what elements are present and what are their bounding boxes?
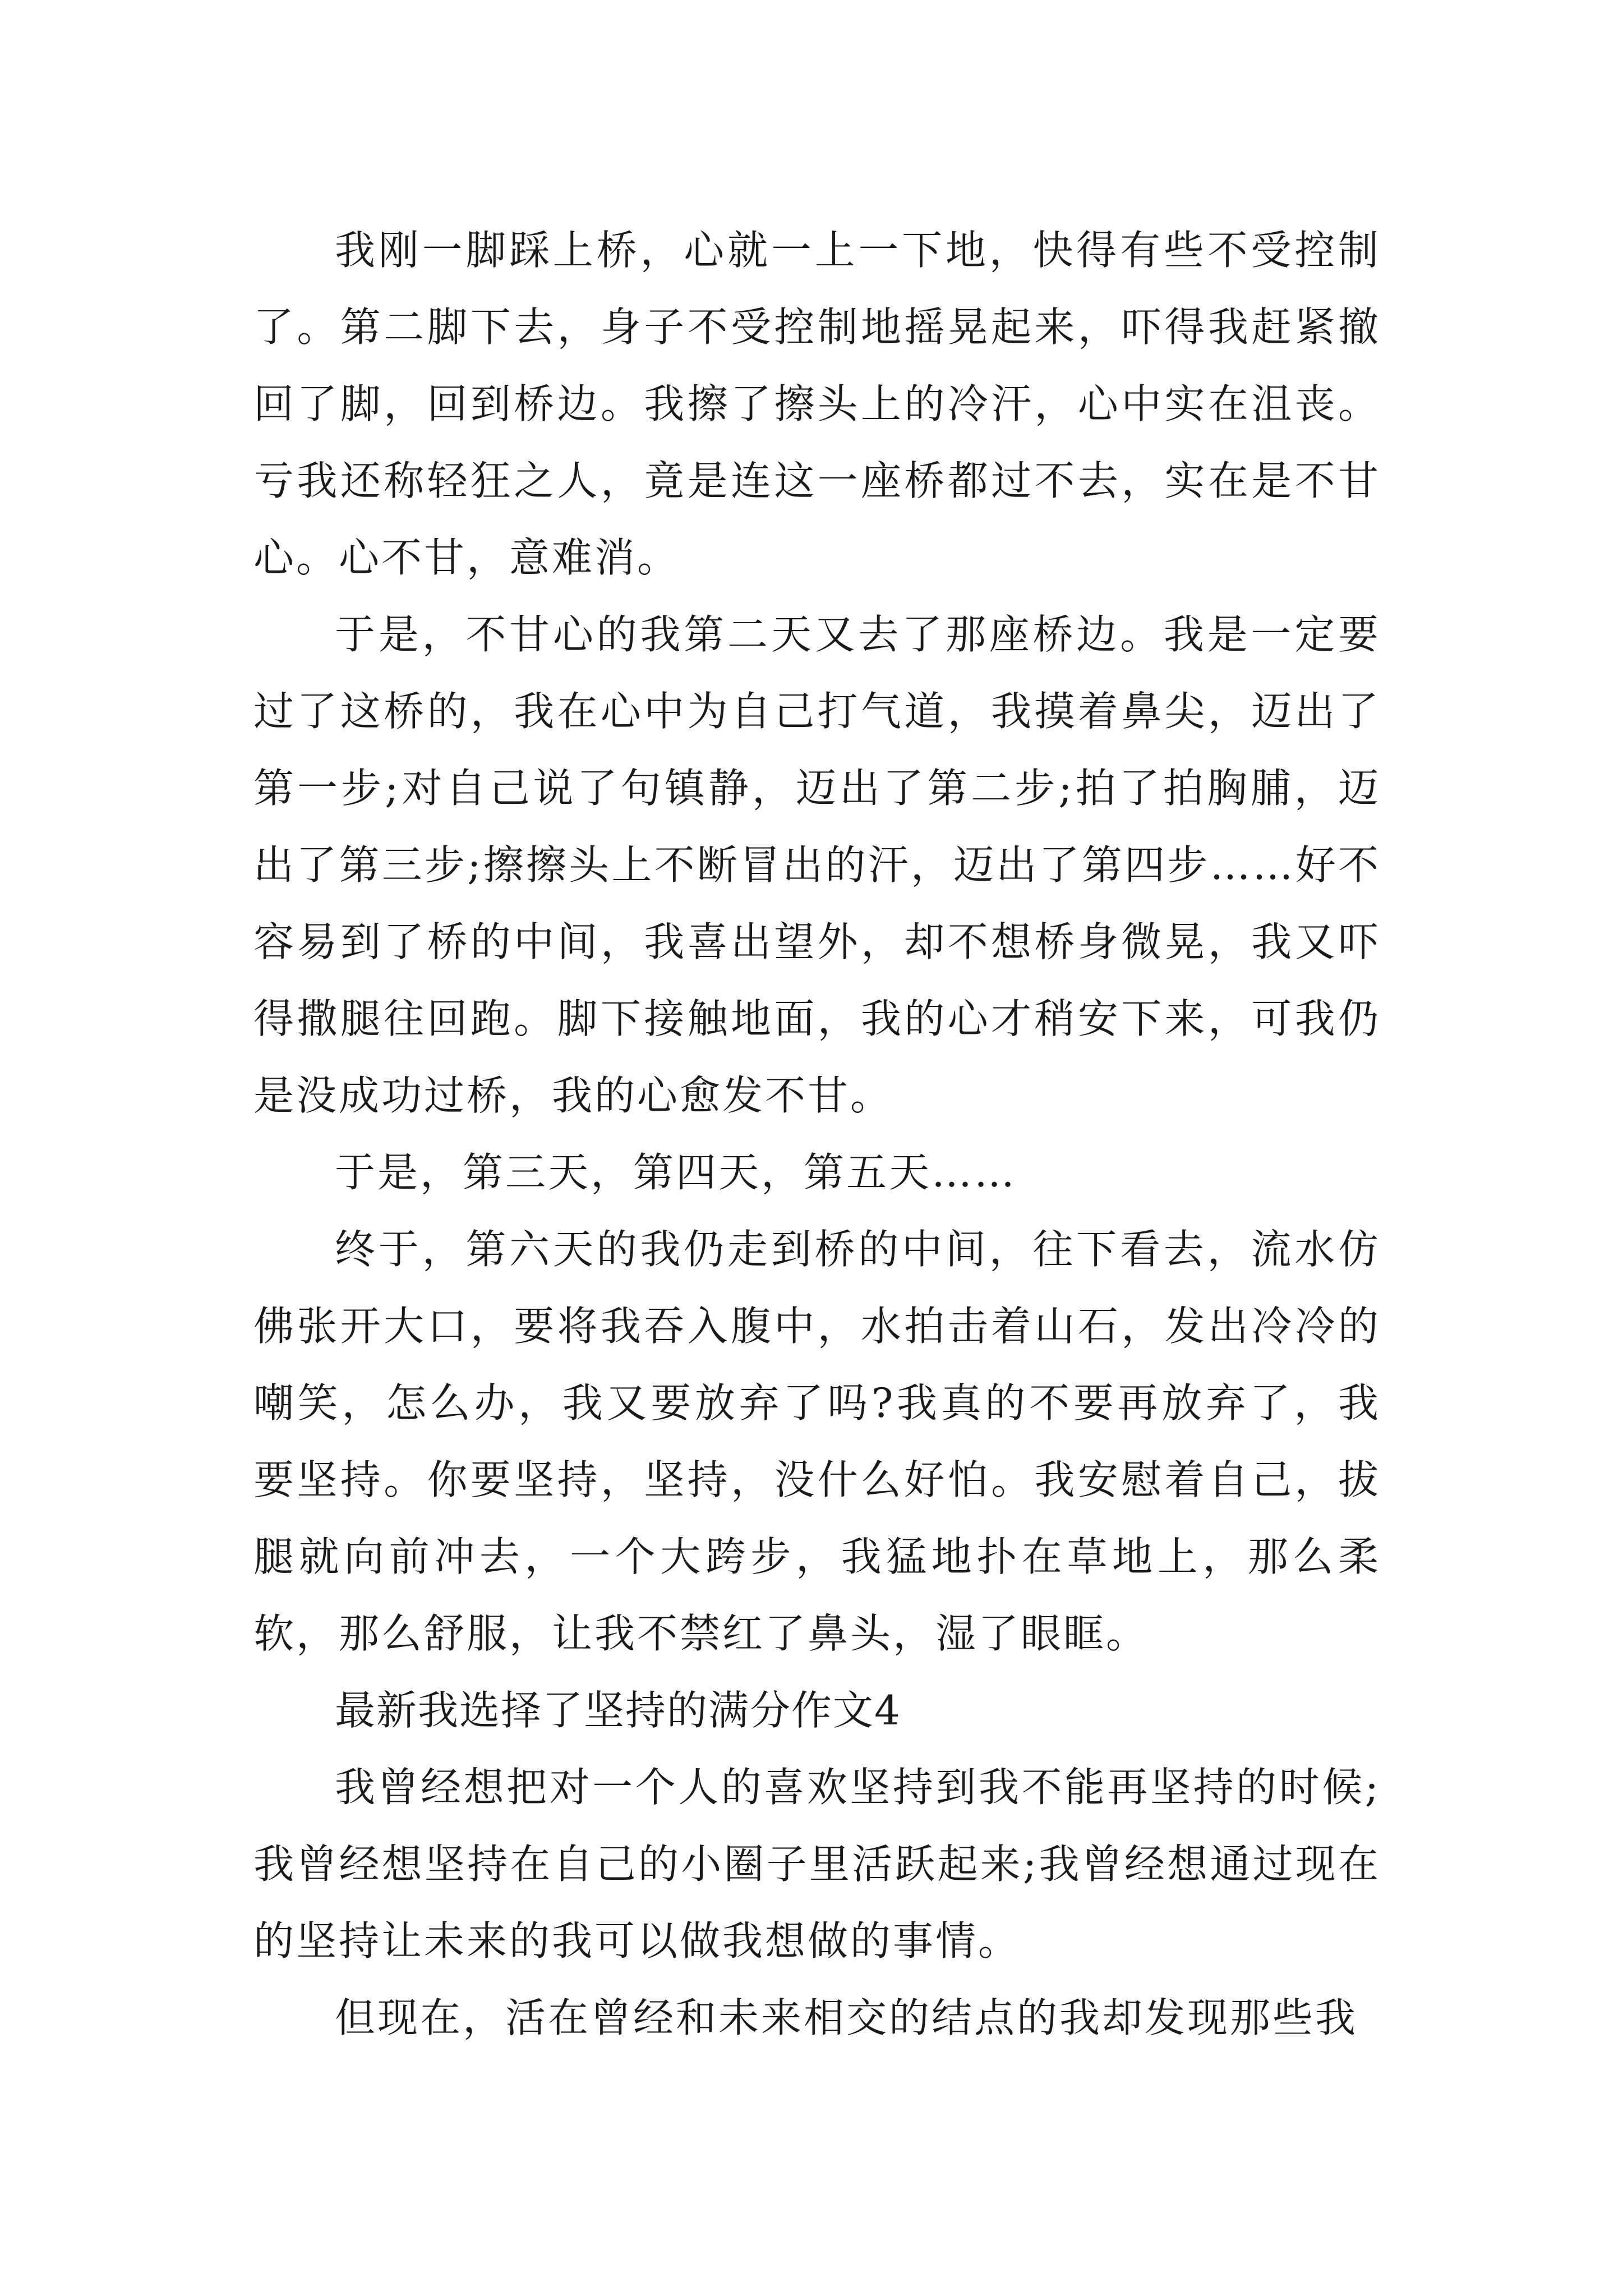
essay-heading: 最新我选择了坚持的满分作文4 bbox=[335, 1687, 901, 1734]
essay-body bbox=[253, 212, 1381, 2056]
paragraph-sixth-day: 终于，第六天的我仍走到桥的中间，往下看去，流水仿佛张开大口，要将我吞入腹中，水拍击着山石，发出冷冷的嘲笑，怎么办，我又要放弃了吗?我真的不要再放弃了，我要坚持。你要坚持，坚持，没什么好怕。我安慰着自己，拔腿就向前冲去，一个大跨步，我猛地扑在草地上，那么柔软，那么舒服，让我不禁红了鼻头，湿了眼眶。 bbox=[253, 1226, 1381, 1657]
paragraph-second-day: 于是，不甘心的我第二天又去了那座桥边。我是一定要过了这桥的，我在心中为自己打气道，我摸着鼻尖，迈出了第一步;对自己说了句镇静，迈出了第二步;拍了拍胸脯，迈出了第三步;擦擦头上不断冒出的汗，迈出了第四步……好不容易到了桥的中间，我喜出望外，却不想桥身微晃，我又吓得撒腿往回跑。脚下接触地面，我的心才稍安下来，可我仍是没成功过桥，我的心愈发不甘。 bbox=[253, 611, 1381, 1119]
paragraph-past-wishes: 我曾经想把对一个人的喜欢坚持到我不能再坚持的时候;我曾经想坚持在自己的小圈子里活跃起来;我曾经想通过现在的坚持让未来的我可以做我想做的事情。 bbox=[253, 1764, 1381, 1964]
paragraph-bridge-first-attempt: 我刚一脚踩上桥，心就一上一下地，快得有些不受控制了。第二脚下去，身子不受控制地摇晃起来，吓得我赶紧撤回了脚，回到桥边。我擦了擦头上的冷汗，心中实在沮丧。亏我还称轻狂之人，竟是连这一座桥都过不去，实在是不甘心。心不甘，意难消。 bbox=[253, 227, 1381, 581]
paragraph-following-days: 于是，第三天，第四天，第五天…… bbox=[335, 1149, 1017, 1196]
paragraph-present: 但现在，活在曾经和未来相交的结点的我却发现那些我 bbox=[335, 1994, 1358, 2041]
